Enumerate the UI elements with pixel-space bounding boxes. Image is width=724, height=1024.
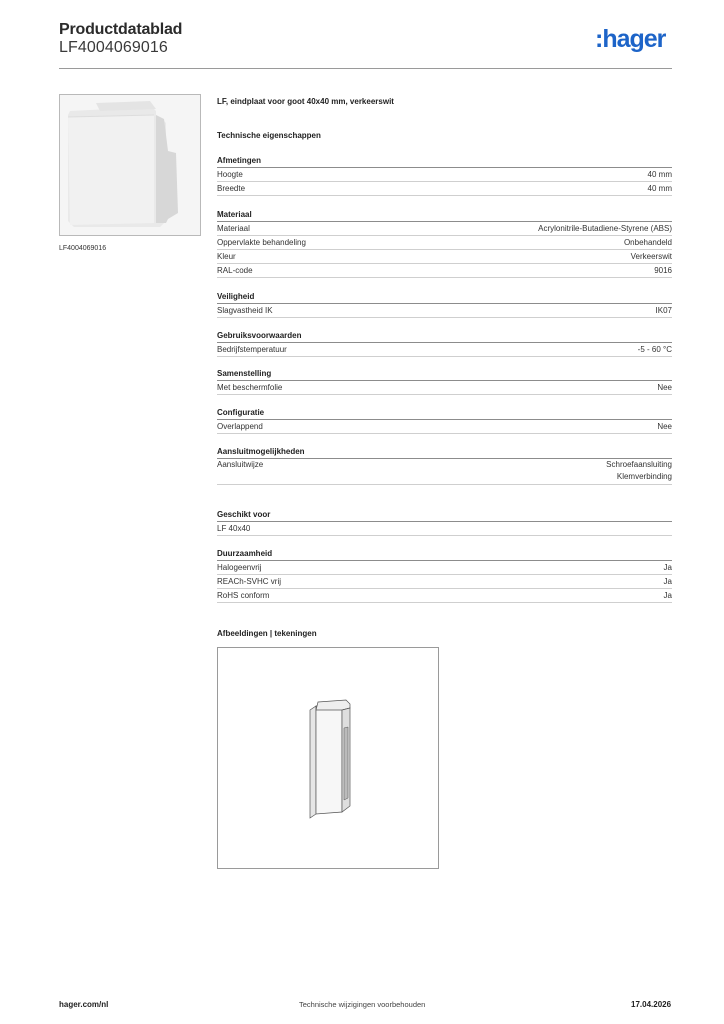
spec-value xyxy=(606,459,672,483)
end-cap-photo-illustration xyxy=(60,95,200,235)
spec-row xyxy=(217,420,672,434)
product-code: LF4004069016 xyxy=(59,39,168,56)
spec-label: LF 40x40 xyxy=(217,524,251,533)
spec-value: 40 mm xyxy=(647,184,672,193)
images-drawings-heading: Afbeeldingen | tekeningen xyxy=(217,629,317,638)
spec-label: REACh-SVHC vrij xyxy=(217,577,282,586)
spec-value: Onbehandeld xyxy=(623,238,672,247)
photo-caption: LF4004069016 xyxy=(59,245,107,252)
spec-value: Ja xyxy=(663,577,672,586)
spec-row xyxy=(217,264,672,278)
spec-label: Materiaal xyxy=(217,224,250,233)
section-configuration xyxy=(217,407,672,434)
spec-value: Nee xyxy=(657,422,672,431)
section-title: Gebruiksvoorwaarden xyxy=(217,330,672,343)
section-safety xyxy=(217,291,672,318)
technical-properties-heading: Technische eigenschappen xyxy=(217,131,321,140)
section-suitable-for xyxy=(217,509,672,536)
spec-label: Aansluitwijze xyxy=(217,460,264,469)
product-photo xyxy=(59,94,201,236)
spec-value-line: Schroefaansluiting xyxy=(606,460,672,469)
section-usage-conditions xyxy=(217,330,672,357)
section-title: Aansluitmogelijkheden xyxy=(217,446,672,459)
section-material xyxy=(217,209,672,278)
spec-label: Bedrijfstemperatuur xyxy=(217,345,287,354)
section-title: Afmetingen xyxy=(217,155,672,168)
spec-row xyxy=(217,561,672,575)
footer-date: 17.04.2026 xyxy=(631,1000,672,1009)
spec-label: Breedte xyxy=(217,184,246,193)
spec-row xyxy=(217,250,672,264)
section-title: Materiaal xyxy=(217,209,672,222)
end-cap-line-drawing xyxy=(218,648,438,868)
section-title: Configuratie xyxy=(217,407,672,420)
spec-value: -5 - 60 °C xyxy=(637,345,672,354)
spec-row xyxy=(217,168,672,182)
spec-row xyxy=(217,522,672,536)
technical-drawing xyxy=(217,647,439,869)
section-title: Samenstelling xyxy=(217,368,672,381)
section-connection-options xyxy=(217,446,672,485)
spec-row xyxy=(217,182,672,196)
spec-row xyxy=(217,236,672,250)
spec-row xyxy=(217,459,672,485)
footer-disclaimer: Technische wijzigingen voorbehouden xyxy=(299,1000,426,1009)
spec-label: Slagvastheid IK xyxy=(217,306,273,315)
spec-label: Met beschermfolie xyxy=(217,383,283,392)
spec-value: Ja xyxy=(663,591,672,600)
product-name: LF, eindplaat voor goot 40x40 mm, verkeerswit xyxy=(217,97,394,106)
footer-website: hager.com/nl xyxy=(59,1000,109,1009)
spec-value: Nee xyxy=(657,383,672,392)
section-sustainability xyxy=(217,548,672,603)
spec-row xyxy=(217,381,672,395)
spec-label: Overlappend xyxy=(217,422,263,431)
section-composition xyxy=(217,368,672,395)
spec-value: IK07 xyxy=(655,306,672,315)
spec-row xyxy=(217,575,672,589)
spec-value: 40 mm xyxy=(647,170,672,179)
header-divider xyxy=(59,68,672,69)
spec-value: Acrylonitrile-Butadiene-Styrene (ABS) xyxy=(538,224,672,233)
spec-row xyxy=(217,304,672,318)
spec-label: Hoogte xyxy=(217,170,243,179)
spec-label: Kleur xyxy=(217,252,236,261)
document-title: Productdatablad xyxy=(59,21,183,38)
spec-row xyxy=(217,222,672,236)
spec-value: Verkeerswit xyxy=(630,252,672,261)
spec-row xyxy=(217,343,672,357)
spec-label: RAL-code xyxy=(217,266,253,275)
spec-label: Oppervlakte behandeling xyxy=(217,238,306,247)
section-title: Geschikt voor xyxy=(217,509,672,522)
section-title: Veiligheid xyxy=(217,291,672,304)
section-title: Duurzaamheid xyxy=(217,548,672,561)
spec-row xyxy=(217,589,672,603)
spec-label: RoHS conform xyxy=(217,591,270,600)
spec-label: Halogeenvrij xyxy=(217,563,262,572)
spec-value-line: Klemverbinding xyxy=(616,472,672,481)
spec-value: 9016 xyxy=(654,266,672,275)
section-dimensions xyxy=(217,155,672,196)
hager-logo: :hager xyxy=(595,25,666,53)
spec-value: Ja xyxy=(663,563,672,572)
